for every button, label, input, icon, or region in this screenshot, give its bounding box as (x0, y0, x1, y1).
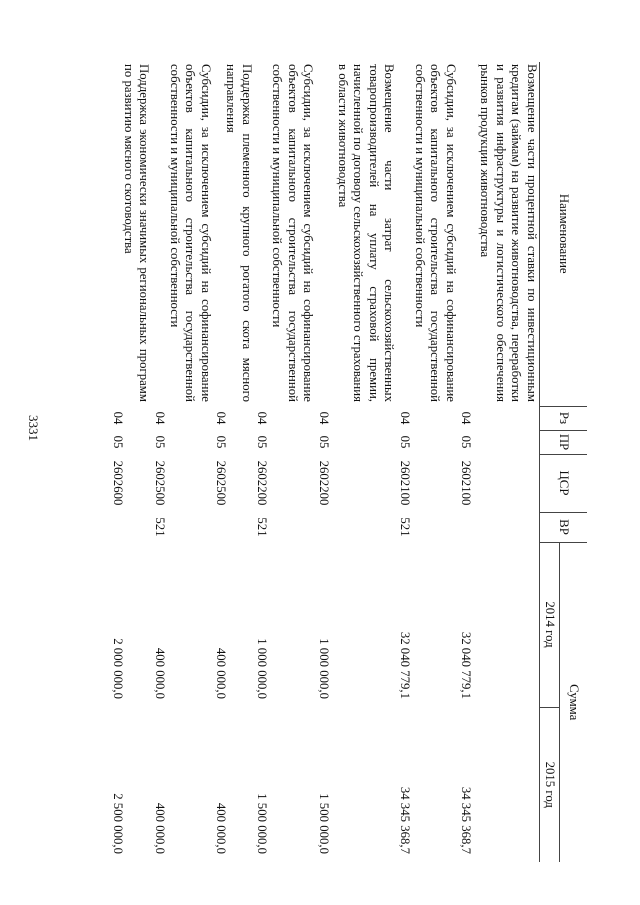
row-name: Возмещение части процентной ставки по инвестиционным кредитам (займам) на развитие животноводства, переработки и развития инфраструктуры и логистического обеспечения рынков продукции животноводства (478, 64, 539, 402)
row-rz: 04 (459, 411, 474, 425)
row-rz: 04 (214, 411, 229, 425)
row-csr: 2602200 (316, 460, 331, 506)
table-row (396, 62, 457, 862)
budget-table (110, 62, 587, 862)
table-header-row (560, 62, 588, 862)
table-row (110, 62, 151, 862)
column-header-sum: Сумма (560, 542, 588, 862)
row-csr: 2602500 (214, 460, 229, 506)
row-rz: 04 (255, 411, 270, 425)
row-sum-2014: 2 000 000,0 (111, 638, 126, 699)
table-row (213, 62, 254, 862)
row-sum-2015: 1 500 000,0 (316, 793, 331, 854)
row-sum-2014: 1 000 000,0 (316, 638, 331, 699)
column-header-rz: Рз (540, 406, 588, 430)
row-pr: 05 (152, 435, 167, 449)
row-name: Возмещение части затрат сельскохозяйственных товаропроизводителей на уплату страховой премии, начисленной по договору сельскохозяйственного страхования в области животноводства (335, 64, 397, 402)
row-sum-2014: 32 040 779,1 (397, 631, 412, 699)
column-header-name: Наименование (540, 62, 588, 406)
row-vr: 521 (152, 517, 167, 537)
column-header-csr: ЦСР (540, 454, 588, 512)
row-pr: 05 (459, 435, 474, 449)
row-pr: 05 (316, 435, 331, 449)
row-name: Субсидии, за исключением субсидий на софинансирование объектов капитального строительства государственной собственности и муниципальной собственности (270, 64, 316, 402)
row-sum-2015: 1 500 000,0 (255, 793, 270, 854)
row-sum-2015: 34 345 368,7 (397, 786, 412, 854)
page-number: 3331 (26, 415, 41, 441)
row-csr: 2602600 (111, 460, 126, 506)
row-vr: 521 (255, 517, 270, 537)
column-header-2014: 2014 год (540, 542, 560, 707)
row-rz: 04 (397, 411, 412, 425)
row-pr: 05 (214, 435, 229, 449)
row-vr (315, 512, 396, 542)
row-sum-2015: 400 000,0 (214, 802, 229, 854)
row-pr: 05 (397, 435, 412, 449)
row-pr: 05 (255, 435, 270, 449)
column-header-2015: 2015 год (540, 707, 560, 862)
row-sum-2014: 400 000,0 (152, 647, 167, 699)
row-vr: 521 (397, 517, 412, 537)
row-csr: 2602500 (152, 460, 167, 506)
column-header-pr: ПР (540, 430, 588, 454)
table-row (254, 62, 315, 862)
row-name: Субсидии, за исключением субсидий на софинансирование объектов капитального строительства государственной собственности и муниципальной собственности (167, 64, 213, 402)
row-sum-2014: 400 000,0 (214, 647, 229, 699)
row-rz: 04 (111, 411, 126, 425)
row-pr: 05 (111, 435, 126, 449)
row-sum-2015: 400 000,0 (152, 802, 167, 854)
row-name: Поддержка экономически значимых региональных программ по развитию мясного скотоводства (121, 64, 152, 402)
table-row (458, 62, 540, 862)
row-vr (458, 512, 540, 542)
row-sum-2014: 32 040 779,1 (459, 631, 474, 699)
row-csr: 2602200 (255, 460, 270, 506)
row-rz: 04 (152, 411, 167, 425)
row-sum-2015: 34 345 368,7 (459, 786, 474, 854)
row-csr: 2602100 (397, 460, 412, 506)
row-csr: 2602100 (459, 460, 474, 506)
row-vr (110, 512, 151, 542)
table-body (110, 62, 540, 862)
row-name: Поддержка племенного крупного рогатого скота мясного направления (224, 64, 254, 402)
row-sum-2015: 2 500 000,0 (111, 793, 126, 854)
row-rz: 04 (316, 411, 331, 425)
rotated-page-content (110, 62, 587, 862)
column-header-vr: ВР (540, 512, 588, 542)
row-vr (213, 512, 254, 542)
row-sum-2014: 1 000 000,0 (255, 638, 270, 699)
table-row (151, 62, 212, 862)
table-row (315, 62, 396, 862)
row-name: Субсидии, за исключением субсидий на софинансирование объектов капитального строительства государственной собственности и муниципальной собственности (412, 64, 458, 402)
